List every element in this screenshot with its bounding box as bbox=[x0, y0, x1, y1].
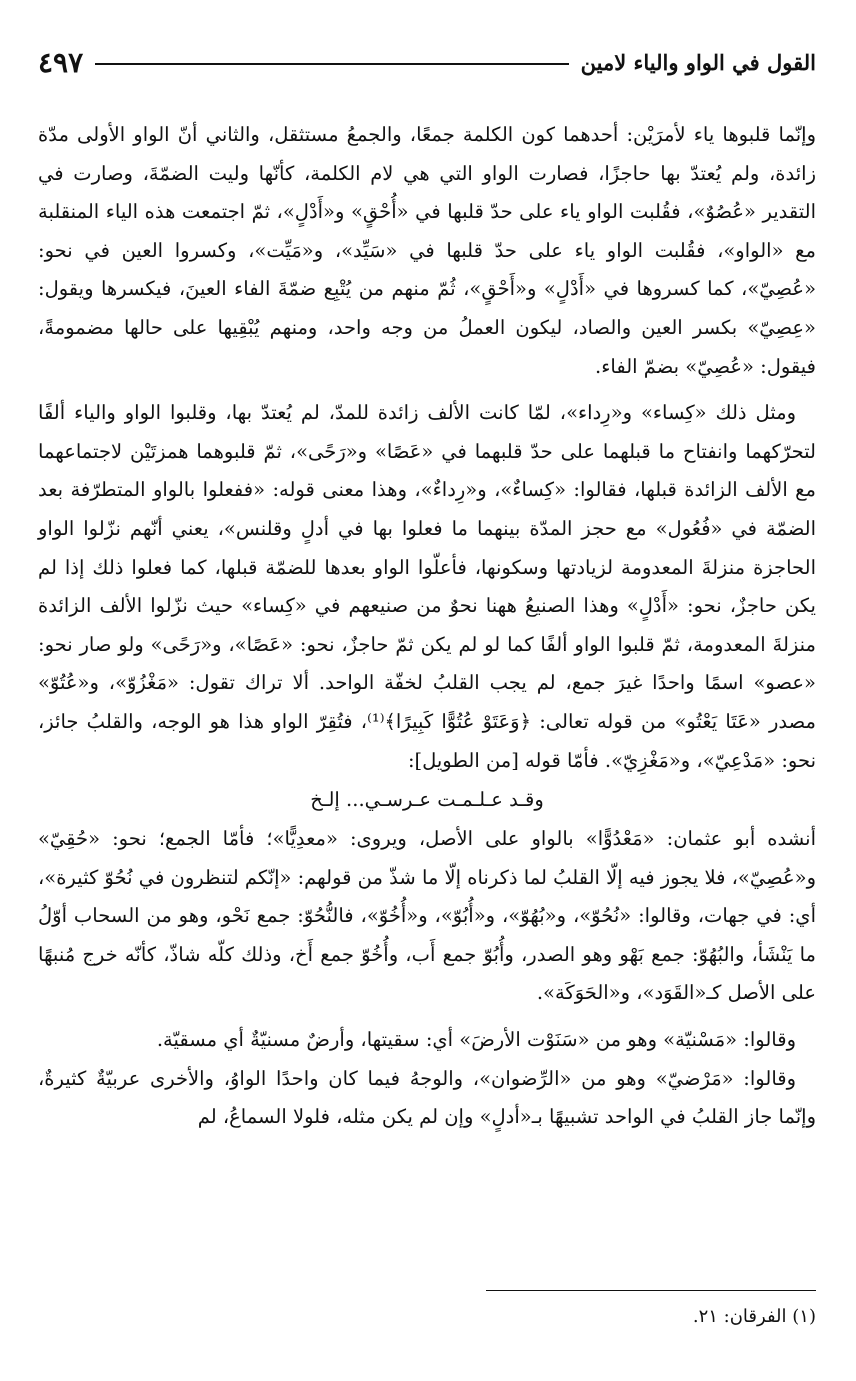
paragraph-1: وإنّما قلبوها ياء لأمرَيْن: أحدهما كون الكلمة جمعًا، والجمعُ مستثقل، والثاني أنّ الواو الأولى مدّة زائدة، ولم يُعتدّ بها حاجزًا، فصارت الواو التي هي لام الكلمة، كأنّها وليت الضمّةَ، وصارت في التقدير «عُصُوٌ»، فقُلبت الواو ياء على حدّ قلبها في «أُحْقٍ» و«أَدْلٍ»، ثمّ اجتمعت هذه الياء المنقلبة مع «الواو»، فقُلبت الواو ياء على حدّ قلبها في «سَيِّد»، و«مَيِّت»، وكسروا العين في نحو: «عُصِيّ»، كما كسروها في «أَدْلٍ» و«أَحْقٍ»، ثُمّ منهم من يُتْبِع ضمّةَ الفاء العينَ، فيكسرها ويقول: «عِصِيّ» بكسر العين والصاد، ليكون العملُ من وجه واحد، ومنهم يُبْقِيها على حالها مضمومةً، فيقول: «عُصِيّ» بضمّ الفاء. bbox=[38, 123, 816, 378]
paragraph-4: وقالوا: «مَسْنيّة» وهو من «سَنَوْت الأرضَ» أي: سقيتها، وأرضٌ مسنيّةٌ أي مسقيّة. bbox=[156, 1028, 796, 1052]
paragraph-5: وقالوا: «مَرْضيّ» وهو من «الرِّضوان»، والوجهُ فيما كان واحدًا الواوُ، والأخرى عربيّةٌ كثيرةٌ، وإنّما جاز القلبُ في الواحد تشبيهًا بـ«أدلٍ» وإن لم يكن مثله، فلولا السماعُ، لم bbox=[38, 1066, 816, 1129]
poetry-verse: وقـد عـلـمـت عـرسـي... إلـخ bbox=[310, 788, 544, 812]
paragraph-2: ومثل ذلك «كِساء» و«رِداء»، لمّا كانت الألف زائدة للمدّ، لم يُعتدّ بها، وقلبوا الواو والياء ألفًا لتحرّكهما وانفتاح ما قبلهما على حدّ قلبهما في «عَصًا» و«رَحًى»، ثمّ قلبوهما همزتَيْن لاجتماعهما مع الألف الزائدة قبلها، فقالوا: «كِساءٌ»، و«رِداءٌ»، وهذا معنى قوله: «ففعلوا بالواو المتطرّفة بعد الضمّة في «فُعُول» مع حجز المدّة بينهما ما فعلوا بها في أدلٍ وقلنس»، يعني أنّهم نزّلوا الواو الحاجزة منزلةَ المعدومة لزيادتها وسكونها، فأعلّوا الواو بعدها للضمّة قبلها، كما فعلوا ذلك إذا لم يكن حاجزٌ، نحو: «أَدْلٍ» وهذا الصنيعُ ههنا نحوٌ من صنيعهم في «كِساء» حيث نزّلوا الألف الزائدة منزلةَ المعدومة، ثمّ قلبوا الواو ألفًا كما لو لم يكن ثمّ حاجزٌ، نحو: «عَصًا»، و«رَحًى» ولو صار نحو: «عصو» اسمًا واحدًا غيرَ جمع، لم يجب القلبُ لخفّة الواحد. ألا تراك تقول: «مَغْزُوّ»، و«عُتُوّ» مصدر «عَتَا يَعْتُو» من قوله تعالى: ﴿وَعَتَوْ عُتُوًّا كَبِيرًا﴾⁽¹⁾، فتُقِرّ الواو هذا هو الوجه، والقلبُ جائز، نحو: «مَدْعِيّ»، و«مَغْزِيّ». فأمّا قوله [من الطويل]: bbox=[38, 401, 816, 772]
chapter-title: القول في الواو والياء لامين bbox=[580, 49, 816, 75]
footnote: (١) الفرقان: ٢١. bbox=[692, 1306, 816, 1327]
paragraph-3: أنشده أبو عثمان: «مَعْدُوًّا» بالواو على الأصل، ويروى: «معدِيًّا»؛ فأمّا الجمع؛ نحو: «حُقِيّ» و«عُصِيّ»، فلا يجوز فيه إلّا القلبُ لما ذكرناه إلّا ما شذّ من قولهم: «إنّكم لتنظرون في نُحُوّ كثيرة»، أي: في جهات، وقالوا: «نُحُوّ»، و«بُهُوّ»، و«أُبُوّ»، و«أُخُوّ»، فالنُّحُوّ: جمع نَحْو، وهو من السحاب أوّلُ ما يَنْشَأ، والبُهُوّ: جمع بَهْو وهو الصدر، وأُبُوّ جمع أَب، وأُخُوّ جمع أَخ، وذلك كلّه شاذّ، كأنّه خرج مُنبهًا على الأصل كـ«القَوَد»، و«الحَوَكَة». bbox=[37, 827, 816, 1005]
book-page bbox=[38, 40, 816, 1351]
header-rule bbox=[95, 63, 569, 65]
running-head bbox=[38, 40, 816, 84]
page-number: ٤٩٧ bbox=[38, 45, 84, 79]
body-text bbox=[38, 116, 816, 1137]
footnote-separator bbox=[486, 1290, 816, 1291]
